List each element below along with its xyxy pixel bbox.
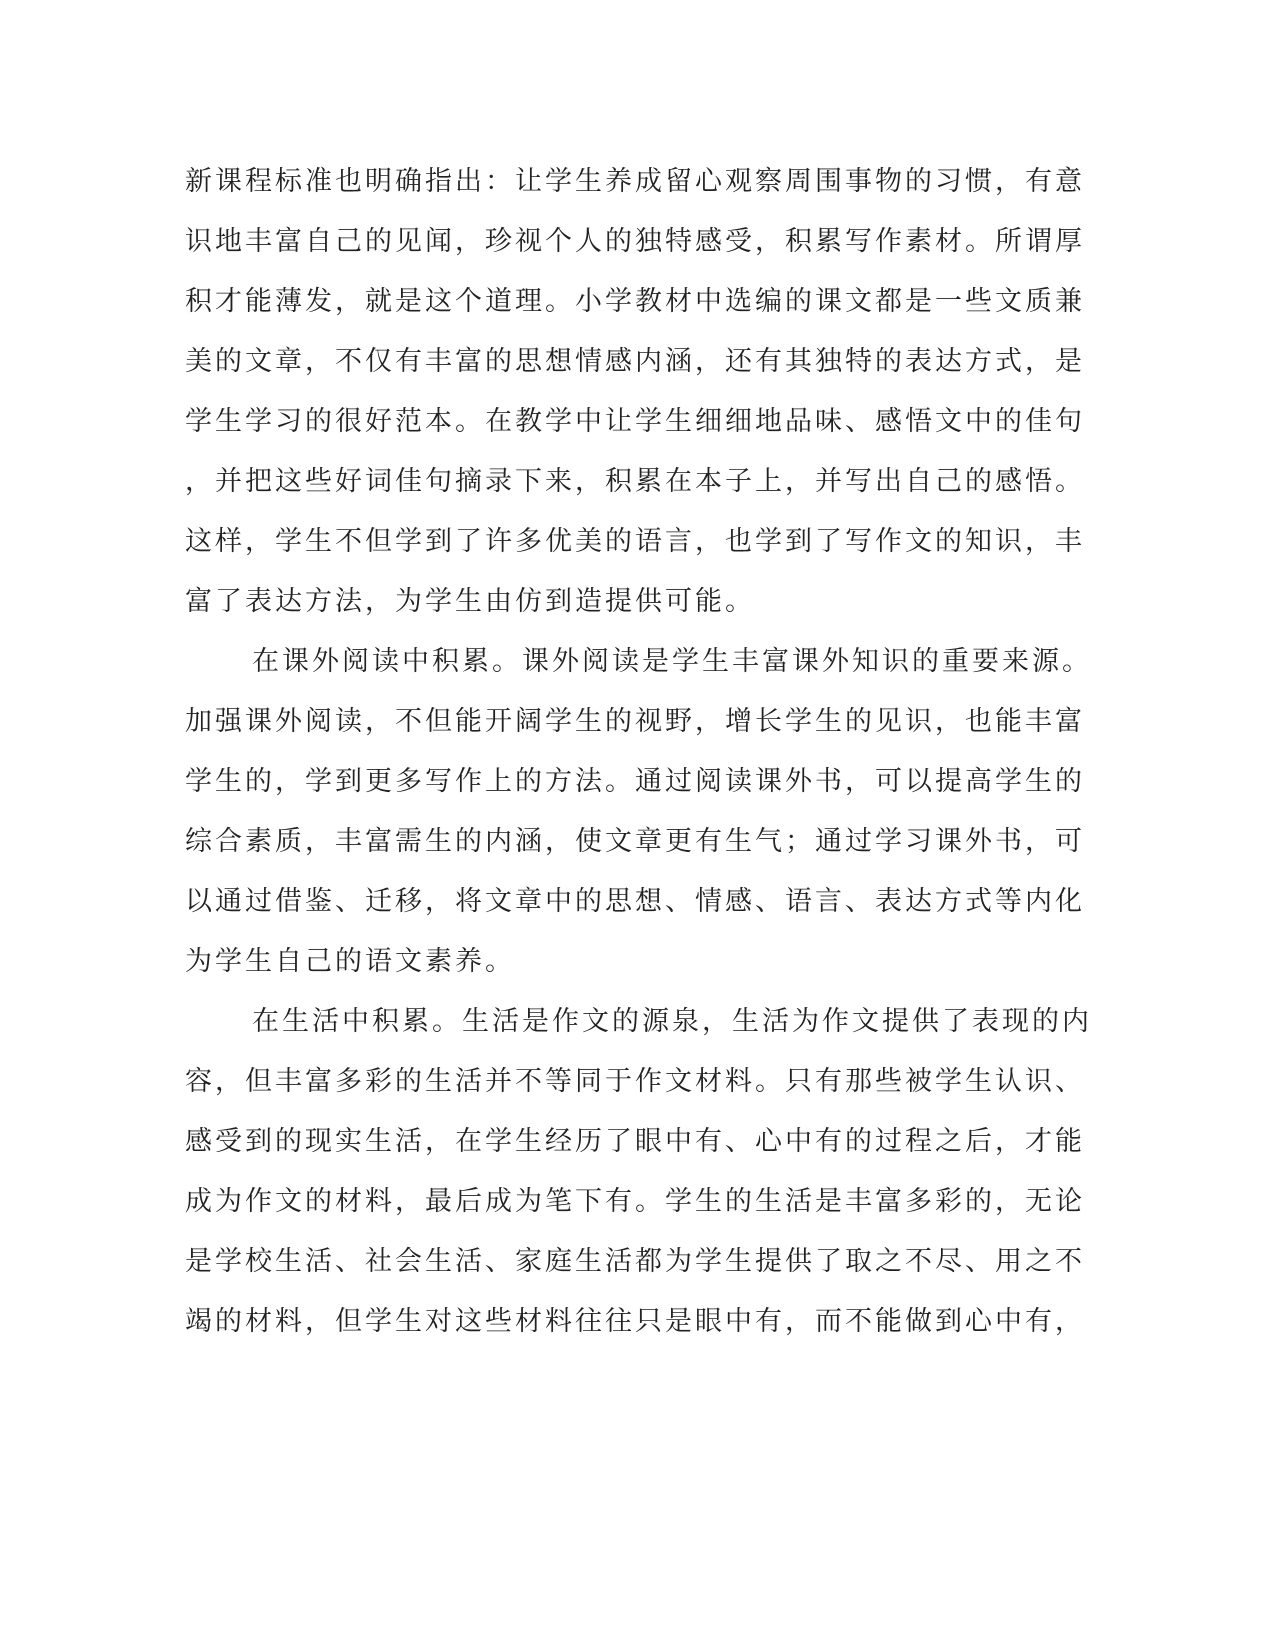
text-line: 积才能薄发，就是这个道理。小学教材中选编的课文都是一些文质兼 xyxy=(185,286,1085,317)
text-line: 学生学习的很好范本。在教学中让学生细细地品味、感悟文中的佳句 xyxy=(185,406,1085,437)
body-text xyxy=(185,152,1092,1352)
text-line: 成为作文的材料，最后成为笔下有。学生的生活是丰富多彩的，无论 xyxy=(185,1186,1085,1217)
text-line: 竭的材料，但学生对这些材料往往只是眼中有，而不能做到心中有， xyxy=(185,1306,1085,1337)
paragraph-start-line: 在生活中积累。生活是作文的源泉，生活为作文提供了表现的内 xyxy=(252,1006,1092,1037)
text-line: 感受到的现实生活，在学生经历了眼中有、心中有的过程之后，才能 xyxy=(185,1126,1085,1157)
text-line: 容，但丰富多彩的生活并不等同于作文材料。只有那些被学生认识、 xyxy=(185,1066,1085,1097)
text-line: 以通过借鉴、迁移，将文章中的思想、情感、语言、表达方式等内化 xyxy=(185,886,1085,917)
text-line: 富了表达方法，为学生由仿到造提供可能。 xyxy=(185,586,755,617)
text-line: 学生的，学到更多写作上的方法。通过阅读课外书，可以提高学生的 xyxy=(185,766,1085,797)
text-line: 加强课外阅读，不但能开阔学生的视野，增长学生的见识，也能丰富 xyxy=(185,706,1085,737)
text-line: ，并把这些好词佳句摘录下来，积累在本子上，并写出自己的感悟。 xyxy=(185,466,1085,497)
text-line: 这样，学生不但学到了许多优美的语言，也学到了写作文的知识，丰 xyxy=(185,526,1085,557)
text-line: 识地丰富自己的见闻，珍视个人的独特感受，积累写作素材。所谓厚 xyxy=(185,226,1085,257)
text-line: 是学校生活、社会生活、家庭生活都为学生提供了取之不尽、用之不 xyxy=(185,1246,1085,1277)
paragraph-start-line: 在课外阅读中积累。课外阅读是学生丰富课外知识的重要来源。 xyxy=(252,646,1092,677)
text-line: 综合素质，丰富需生的内涵，使文章更有生气；通过学习课外书，可 xyxy=(185,826,1085,857)
text-line: 为学生自己的语文素养。 xyxy=(185,946,515,977)
text-line: 新课程标准也明确指出：让学生养成留心观察周围事物的习惯，有意 xyxy=(185,166,1085,197)
text-line: 美的文章，不仅有丰富的思想情感内涵，还有其独特的表达方式，是 xyxy=(185,346,1085,377)
